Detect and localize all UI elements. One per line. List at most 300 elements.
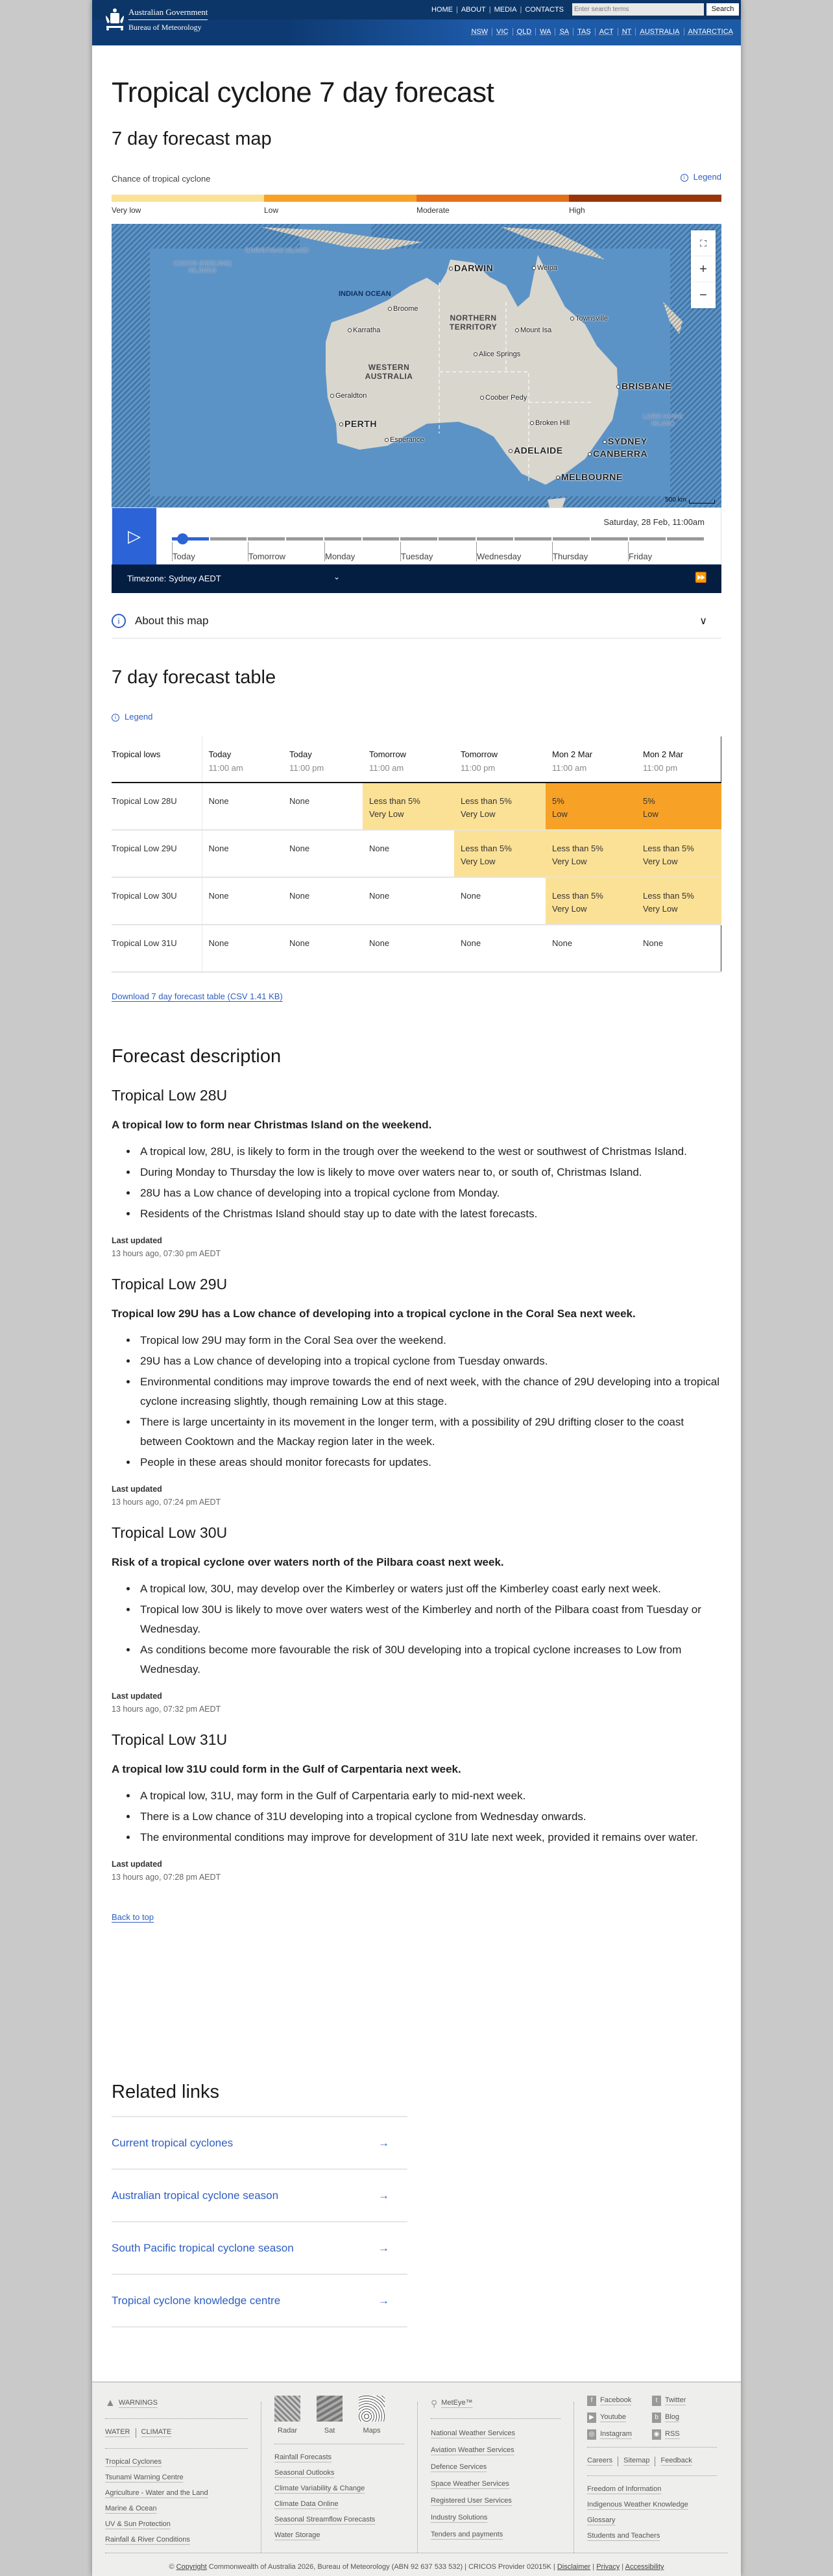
timeline-segment[interactable]: [286, 537, 323, 541]
map-label-perth: PERTH: [339, 419, 377, 429]
map-label-sydney: SYDNEY: [603, 436, 647, 446]
maps-label: Maps: [363, 2427, 381, 2435]
cell-chance: None: [461, 891, 481, 901]
list-item: • Tropical low 30U is likely to move over waters west of the Kimberley and north of the Pilbara coast from Tuesday or Wednesday.: [138, 1600, 721, 1639]
list-item: • A tropical low, 31U, may form in the Gulf of Carpentaria early to mid-next week.: [138, 1786, 721, 1806]
bureau-name: Bureau of Meteorology: [128, 22, 202, 32]
footer-link[interactable]: Space Weather Services: [431, 2480, 509, 2488]
legend-link-label: Legend: [125, 712, 153, 722]
map-label-broken-hill: Broken Hill: [530, 419, 570, 427]
forecast-cell: [283, 830, 363, 877]
map-legend-link[interactable]: [681, 172, 721, 182]
play-button[interactable]: [112, 508, 156, 565]
day-tick[interactable]: Friday: [628, 542, 652, 561]
chevron-down-icon: ∨: [699, 615, 707, 627]
low-bullets: [138, 1142, 721, 1224]
bom-logo[interactable]: [104, 6, 208, 32]
forecast-map[interactable]: [112, 224, 721, 507]
footer-link[interactable]: Marine & Ocean: [105, 2505, 157, 2512]
low-title: Tropical Low 31U: [112, 1731, 228, 1748]
forecast-cell: [454, 925, 546, 972]
list-item: • People in these areas should monitor forecasts for updates.: [138, 1453, 721, 1472]
table-column-header: [546, 736, 636, 783]
cell-chance: None: [289, 844, 310, 853]
cell-chance: None: [208, 938, 229, 948]
last-updated-time: 13 hours ago, 07:24 pm AEDT: [112, 1498, 221, 1507]
last-updated-label: Last updated: [112, 1860, 162, 1869]
table-row: [112, 783, 721, 830]
forecast-cell: [283, 925, 363, 972]
timeline-segment[interactable]: [210, 537, 247, 541]
last-updated: [112, 1483, 721, 1509]
table-row: [112, 925, 721, 972]
forecast-cell: [363, 925, 454, 972]
cell-chance: None: [369, 938, 390, 948]
related-link-label: Australian tropical cyclone season: [112, 2189, 279, 2202]
accessibility-link[interactable]: Accessibility: [625, 2563, 664, 2571]
social-link[interactable]: [652, 2396, 717, 2406]
list-item: • During Monday to Thursday the low is likely to move over waters near to, or south of, Christmas Island.: [138, 1163, 721, 1182]
privacy-link[interactable]: Privacy: [596, 2563, 620, 2571]
table-column-header: [363, 736, 454, 783]
low-description: [112, 1524, 721, 1716]
map-controls: [691, 230, 716, 308]
footer-col-2: [274, 2396, 404, 2547]
forecast-cell: [283, 783, 363, 830]
day-tick[interactable]: Tomorrow: [248, 542, 285, 561]
footer-meteye-link[interactable]: MetEye™: [441, 2398, 473, 2407]
day-tick[interactable]: Today: [172, 542, 195, 561]
sitemap-link[interactable]: Sitemap: [623, 2457, 650, 2464]
low-title: Tropical Low 28U: [112, 1087, 228, 1104]
legend-high: High: [569, 206, 585, 215]
cell-level: Very Low: [369, 809, 404, 819]
list-item: • A tropical low, 28U, is likely to form in the trough over the weekend to the west or southwest of Christmas Island.: [138, 1142, 721, 1161]
map-label-alice-springs: Alice Springs: [474, 350, 520, 358]
table-column-header: [454, 736, 546, 783]
forecast-cell: [636, 830, 721, 877]
satellite-image: [317, 2396, 343, 2422]
footer-col-3: [431, 2396, 561, 2546]
column-day: Mon 2 Mar: [643, 749, 684, 759]
related-title: Related links: [112, 2082, 220, 2102]
legend-swatch: [264, 195, 416, 202]
cell-chance: None: [289, 938, 310, 948]
footer-link[interactable]: UV & Sun Protection: [105, 2520, 171, 2528]
instagram-icon: ◎: [587, 2429, 596, 2440]
contacts-link[interactable]: CONTACTS: [525, 6, 564, 14]
map-label-christmas-island: CHRISTMAS ISLAND: [245, 247, 309, 254]
forecast-description: [112, 1046, 721, 1922]
legend-moderate: Moderate: [416, 206, 450, 215]
legend-very-low: Very low: [112, 206, 141, 215]
timeline-current-time: Saturday, 28 Feb, 11:00am: [603, 517, 705, 527]
disclaimer-link[interactable]: Disclaimer: [557, 2563, 591, 2571]
state-sa[interactable]: SA: [555, 28, 573, 36]
map-label-coober-pedy: Coober Pedy: [480, 394, 527, 402]
play-icon: ▷: [128, 526, 141, 546]
low-bullets: [138, 1579, 721, 1679]
state-australia[interactable]: AUSTRALIA: [636, 28, 684, 36]
forecast-cell: [636, 783, 721, 830]
footer-link[interactable]: Aviation Weather Services: [431, 2446, 514, 2454]
footer-link[interactable]: Seasonal Outlooks: [274, 2469, 335, 2477]
low-description: [112, 1731, 721, 1884]
related-link-label: South Pacific tropical cyclone season: [112, 2241, 294, 2254]
footer-link[interactable]: Defence Services: [431, 2463, 487, 2471]
state-act[interactable]: ACT: [596, 28, 618, 36]
footer-link[interactable]: Rainfall Forecasts: [274, 2453, 332, 2461]
state-antarctica[interactable]: ANTARCTICA: [688, 28, 733, 36]
state-nt[interactable]: NT: [618, 28, 636, 36]
info-icon: i: [112, 614, 126, 628]
scale-label: 500 km: [665, 496, 686, 504]
timeline-segment[interactable]: [514, 537, 551, 541]
cell-chance: None: [208, 796, 229, 806]
timezone-bar: [112, 565, 721, 593]
cell-chance: Less than 5%: [643, 891, 694, 901]
maps-thumb[interactable]: [359, 2396, 385, 2435]
map-label-indian-ocean: INDIAN OCEAN: [339, 290, 391, 298]
cell-chance: None: [208, 891, 229, 901]
facebook-icon: f: [587, 2396, 596, 2406]
table-column-header: [283, 736, 363, 783]
footer-link[interactable]: Glossary: [587, 2516, 616, 2524]
cell-chance: Less than 5%: [552, 844, 603, 853]
forecast-cell: [363, 877, 454, 925]
related-link[interactable]: [112, 2117, 407, 2170]
legend-swatch: [569, 195, 721, 202]
social-link[interactable]: [587, 2429, 652, 2440]
timeline-segment[interactable]: [591, 537, 628, 541]
radar-label: Radar: [278, 2427, 297, 2435]
list-item: • A tropical low, 30U, may develop over the Kimberley or waters just off the Kimberley coast early next week.: [138, 1579, 721, 1599]
last-updated-time: 13 hours ago, 07:30 pm AEDT: [112, 1249, 221, 1258]
cell-chance: 5%: [552, 796, 564, 806]
legend-swatch: [112, 195, 264, 202]
social-label: Twitter: [665, 2396, 686, 2404]
timeline-segment[interactable]: [553, 537, 590, 541]
coat-of-arms-icon: [104, 6, 126, 32]
forecast-cell: [283, 877, 363, 925]
legend-swatch: [416, 195, 569, 202]
related-link-label: Tropical cyclone knowledge centre: [112, 2294, 281, 2307]
table-column-header: [202, 736, 283, 783]
low-description: [112, 1276, 721, 1509]
column-day: Tomorrow: [369, 749, 407, 759]
timeline-segment[interactable]: [324, 537, 361, 541]
social-link[interactable]: [587, 2412, 652, 2423]
map-label-townsville: Townsville: [570, 315, 608, 322]
top-links: HOME | ABOUT | MEDIA | CONTACTS: [431, 6, 564, 14]
low-title: Tropical Low 29U: [112, 1276, 228, 1293]
related-link[interactable]: [112, 2275, 407, 2327]
cell-level: Very Low: [643, 857, 678, 866]
forecast-cell: [546, 925, 636, 972]
day-tick[interactable]: Thursday: [552, 542, 588, 561]
fullscreen-button[interactable]: ⛶: [691, 230, 716, 256]
map-section-title: 7 day forecast map: [112, 128, 272, 149]
chance-legend: [112, 195, 721, 215]
cell-chance: 5%: [643, 796, 655, 806]
cell-level: Low: [643, 809, 658, 819]
download-label: Download 7 day forecast table (CSV 1.41 KB): [112, 991, 283, 1001]
timezone-select[interactable]: Timezone: Sydney AEDT: [127, 574, 221, 583]
cell-chance: Less than 5%: [643, 844, 694, 853]
download-table-link[interactable]: [112, 991, 283, 1001]
low-summary: Tropical low 29U has a Low chance of developing into a tropical cyclone in the Coral Sea next week.: [112, 1307, 636, 1320]
footer-link[interactable]: Students and Teachers: [587, 2532, 660, 2540]
list-item: • Environmental conditions may improve towards the end of next week, with the chance of 29U developing into a tropical cyclone increasing slightly, though remaining Low at this stage.: [138, 1372, 721, 1411]
sat-thumb[interactable]: [317, 2396, 343, 2435]
radar-thumb[interactable]: [274, 2396, 300, 2435]
footer-col-1: [105, 2396, 248, 2551]
footer-link[interactable]: National Weather Services: [431, 2429, 516, 2437]
site-footer: [92, 2381, 741, 2576]
map-label-canberra: CANBERRA: [588, 448, 647, 459]
social-link[interactable]: [587, 2396, 652, 2406]
feedback-link[interactable]: Feedback: [660, 2457, 692, 2464]
forecast-cell: [546, 830, 636, 877]
cell-level: Very Low: [461, 809, 496, 819]
back-to-top-label: Back to top: [112, 1912, 154, 1922]
list-item: • The environmental conditions may improve for development of 31U late next week, provided it remains over water.: [138, 1828, 721, 1847]
forecast-cell: [454, 877, 546, 925]
chance-label: Chance of tropical cyclone: [112, 174, 211, 184]
social-label: Blog: [665, 2412, 680, 2421]
about-label: About this map: [135, 614, 209, 627]
timeline-segment[interactable]: [667, 537, 704, 541]
forecast-cell: [363, 783, 454, 830]
cell-chance: None: [208, 844, 229, 853]
row-header: Tropical Low 30U: [112, 877, 202, 925]
cell-chance: Less than 5%: [461, 844, 512, 853]
social-link[interactable]: [652, 2412, 717, 2423]
table-row: [112, 877, 721, 925]
chevron-down-icon[interactable]: ⌄: [333, 572, 341, 581]
forecast-cell: [363, 830, 454, 877]
cell-chance: None: [369, 844, 390, 853]
sat-label: Sat: [324, 2427, 335, 2435]
timeline: [112, 507, 721, 565]
search-input[interactable]: [572, 3, 704, 16]
radar-image: [274, 2396, 300, 2422]
day-tick[interactable]: Monday: [324, 542, 355, 561]
related-link[interactable]: [112, 2170, 407, 2222]
map-label-karratha: Karratha: [348, 326, 380, 334]
agency-name: Australian Government: [128, 7, 208, 20]
low-summary: Risk of a tropical cyclone over waters north of the Pilbara coast next week.: [112, 1556, 504, 1568]
timeline-segment[interactable]: [439, 537, 476, 541]
footer-link[interactable]: Indigenous Weather Knowledge: [587, 2501, 688, 2509]
low-description: [112, 1087, 721, 1260]
social-label: Instagram: [600, 2429, 632, 2438]
footer-link[interactable]: Freedom of Information: [587, 2485, 662, 2493]
map-label-melbourne: MELBOURNE: [556, 472, 623, 482]
map-pin-icon: ⚲: [431, 2398, 438, 2409]
map-label-broome: Broome: [388, 305, 418, 313]
forecast-cell: [454, 830, 546, 877]
arrow-right-icon: →: [378, 2294, 389, 2307]
low-bullets: [138, 1786, 721, 1847]
footer-link[interactable]: Agriculture - Water and the Land: [105, 2489, 208, 2497]
table-row: [112, 830, 721, 877]
forecast-cell: [546, 783, 636, 830]
twitter-icon: t: [652, 2396, 661, 2406]
footer-link[interactable]: Tropical Cyclones: [105, 2458, 162, 2466]
footer-water-link[interactable]: WATER: [105, 2428, 130, 2436]
footer-link[interactable]: Water Storage: [274, 2531, 320, 2539]
rss-icon: ◉: [652, 2429, 661, 2440]
zoom-in-button[interactable]: +: [691, 256, 716, 282]
copyright-link[interactable]: Copyright: [176, 2563, 207, 2571]
state-wa[interactable]: WA: [536, 28, 555, 36]
home-link[interactable]: HOME: [431, 6, 453, 14]
column-day: Mon 2 Mar: [552, 749, 593, 759]
footer-link[interactable]: Tsunami Warning Centre: [105, 2473, 184, 2481]
state-qld[interactable]: QLD: [513, 28, 537, 36]
youtube-icon: ▶: [587, 2412, 596, 2423]
map-label-western-australia: WESTERN AUSTRALIA: [365, 363, 413, 381]
footer-link[interactable]: Industry Solutions: [431, 2514, 488, 2521]
map-label-esperance: Esperance: [385, 436, 424, 444]
related-link-label: Current tropical cyclones: [112, 2136, 234, 2149]
cell-chance: Less than 5%: [369, 796, 420, 806]
footer-link[interactable]: Climate Data Online: [274, 2500, 339, 2508]
footer-warnings-link[interactable]: WARNINGS: [118, 2398, 158, 2407]
description-title: Forecast description: [112, 1046, 282, 1067]
list-item: • 28U has a Low chance of developing into a tropical cyclone from Monday.: [138, 1184, 721, 1203]
timeline-segment[interactable]: [400, 537, 437, 541]
table-section-title: 7 day forecast table: [112, 667, 276, 688]
state-nsw[interactable]: NSW: [468, 28, 493, 36]
column-day: Today: [208, 749, 232, 759]
arrow-right-icon: →: [378, 2136, 389, 2149]
map-label-brisbane: BRISBANE: [616, 381, 671, 391]
cell-chance: None: [643, 938, 664, 948]
social-label: Facebook: [600, 2396, 632, 2404]
footer-link[interactable]: Seasonal Streamflow Forecasts: [274, 2516, 376, 2523]
day-tick[interactable]: Tuesday: [400, 542, 433, 561]
low-summary: A tropical low 31U could form in the Gulf of Carpentaria next week.: [112, 1763, 461, 1775]
map-label-geraldton: Geraldton: [330, 392, 367, 400]
warning-icon: ▲: [105, 2398, 115, 2409]
about-link[interactable]: ABOUT: [461, 6, 486, 14]
row-header: Tropical Low 31U: [112, 925, 202, 972]
back-to-top-link[interactable]: [112, 1912, 721, 1922]
map-scale: [665, 496, 715, 504]
cell-chance: None: [552, 938, 573, 948]
footer-link[interactable]: Rainfall & River Conditions: [105, 2536, 190, 2544]
social-label: Youtube: [600, 2412, 626, 2421]
social-label: RSS: [665, 2429, 680, 2438]
timeline-segment[interactable]: [629, 537, 666, 541]
map-label-cocos-islands: COCOS (KEELING) ISLANDS: [173, 260, 232, 274]
list-item: • Residents of the Christmas Island should stay up to date with the latest forecasts.: [138, 1204, 721, 1224]
state-tas[interactable]: TAS: [573, 28, 596, 36]
timeline-segment[interactable]: [477, 537, 514, 541]
last-updated: [112, 1234, 721, 1260]
related-links: [112, 2082, 721, 2327]
last-updated-time: 13 hours ago, 07:28 pm AEDT: [112, 1873, 221, 1882]
cell-chance: None: [289, 891, 310, 901]
media-link[interactable]: MEDIA: [494, 6, 517, 14]
info-icon: i: [112, 714, 119, 722]
row-header: Tropical Low 28U: [112, 783, 202, 830]
legend-low: Low: [264, 206, 279, 215]
forecast-cell: [202, 877, 283, 925]
zoom-out-button[interactable]: −: [699, 288, 707, 302]
forecast-cell: [636, 877, 721, 925]
cell-chance: Less than 5%: [461, 796, 512, 806]
copyright-line: © Copyright Commonwealth of Australia 2026, Bureau of Meteorology (ABN 92 637 533 532) | CRICOS Provider 02015K | Disclaimer | Privacy | Accessibility: [169, 2563, 664, 2571]
row-header: Tropical Low 29U: [112, 830, 202, 877]
footer-link[interactable]: Tenders and payments: [431, 2531, 503, 2538]
about-this-map-toggle[interactable]: [112, 603, 721, 638]
forecast-cell: [636, 925, 721, 972]
forecast-cell: [202, 925, 283, 972]
day-tick[interactable]: Wednesday: [476, 542, 521, 561]
footer-climate-link[interactable]: CLIMATE: [141, 2428, 172, 2436]
cell-level: Very Low: [643, 904, 678, 914]
list-item: • There is large uncertainty in its movement in the longer term, with a possibility of 29U drifting closer to the coast between Cooktown and the Mackay region later in the week.: [138, 1413, 721, 1452]
state-vic[interactable]: VIC: [492, 28, 513, 36]
column-time: 11:00 am: [208, 763, 243, 773]
forecast-cell: [202, 783, 283, 830]
timeline-segment[interactable]: [248, 537, 285, 541]
table-legend-link[interactable]: [112, 712, 152, 722]
footer-link[interactable]: Registered User Services: [431, 2497, 512, 2505]
map-label-lord-howe-island: LORD HOWE ISLAND: [643, 413, 683, 428]
column-time: 11:00 pm: [461, 763, 496, 773]
table-column-header: [636, 736, 721, 783]
low-summary: A tropical low to form near Christmas Island on the weekend.: [112, 1119, 432, 1131]
footer-link[interactable]: Climate Variability & Change: [274, 2485, 365, 2492]
low-title: Tropical Low 30U: [112, 1524, 228, 1541]
column-day: Today: [289, 749, 312, 759]
list-item: • There is a Low chance of 31U developing into a tropical cyclone from Wednesday onwards.: [138, 1807, 721, 1827]
maps-image: [359, 2396, 385, 2422]
timeline-slider[interactable]: [172, 537, 704, 541]
list-item: • Tropical low 29U may form in the Coral Sea over the weekend.: [138, 1331, 721, 1350]
careers-link[interactable]: Careers: [587, 2457, 613, 2464]
page: [92, 0, 741, 2576]
legend-link-label: Legend: [693, 172, 721, 182]
map-label-darwin: DARWIN: [449, 263, 493, 273]
social-link[interactable]: [652, 2429, 717, 2440]
cell-level: Very Low: [461, 857, 496, 866]
cell-chance: None: [369, 891, 390, 901]
related-link[interactable]: [112, 2222, 407, 2275]
search-button[interactable]: Search: [706, 3, 739, 16]
forecast-cell: [454, 783, 546, 830]
fast-forward-icon[interactable]: ⏩: [695, 572, 707, 583]
page-title: Tropical cyclone 7 day forecast: [112, 77, 494, 108]
blog-icon: b: [652, 2412, 661, 2423]
map-label-northern-territory: NORTHERN TERRITORY: [449, 313, 498, 332]
forecast-table: [112, 736, 721, 973]
cell-level: Low: [552, 809, 568, 819]
timeline-segment[interactable]: [363, 537, 400, 541]
column-day: Tomorrow: [461, 749, 498, 759]
map-label-adelaide: ADELAIDE: [509, 445, 563, 456]
last-updated: [112, 1858, 721, 1884]
column-time: 11:00 pm: [643, 763, 678, 773]
list-item: • As conditions become more favourable the risk of 30U developing into a tropical cyclone increases to Low from Wednesday.: [138, 1640, 721, 1679]
map-label-mount-isa: Mount Isa: [515, 326, 551, 334]
column-time: 11:00 am: [552, 763, 587, 773]
info-icon: i: [681, 174, 688, 182]
